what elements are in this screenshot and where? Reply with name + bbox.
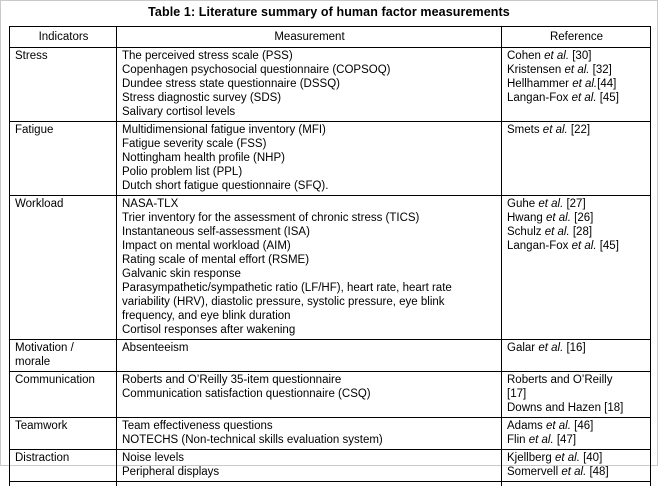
measurement-line: Impact on mental workload (AIM)	[122, 239, 497, 253]
reference-line	[507, 49, 646, 63]
reference-line	[507, 387, 646, 401]
reference-line	[507, 465, 646, 479]
reference-line	[507, 239, 646, 253]
reference-cell	[502, 340, 651, 372]
reference-author-text: Langan-Fox	[507, 92, 572, 104]
reference-etal-text: et al.	[572, 92, 597, 104]
reference-etal-text: et al.	[561, 466, 586, 478]
indicator-cell: Fatigue	[10, 122, 117, 196]
measurement-line: Instantaneous self-assessment (ISA)	[122, 225, 497, 239]
reference-author-text: Hellhammer	[507, 78, 572, 90]
reference-citation-number: [46]	[571, 420, 593, 432]
reference-author-text: Flin	[507, 434, 529, 446]
reference-etal-text: et al.	[572, 240, 597, 252]
reference-citation-number: [48]	[586, 466, 608, 478]
measurement-cell	[117, 122, 502, 196]
reference-etal-text: et al.	[529, 434, 554, 446]
measurement-line: Fatigue severity scale (FSS)	[122, 137, 497, 151]
reference-citation-number: [32]	[589, 64, 611, 76]
reference-citation-number: [30]	[569, 50, 591, 62]
measurement-line: Team effectiveness questions	[122, 419, 497, 433]
reference-cell	[502, 418, 651, 450]
reference-etal-text: et al.	[572, 78, 597, 90]
measurement-line: Noise levels	[122, 451, 497, 465]
indicator-cell: Teamwork	[10, 418, 117, 450]
measurement-line: Stress diagnostic survey (SDS)	[122, 91, 497, 105]
clipped-cell	[117, 482, 502, 486]
reference-cell	[502, 122, 651, 196]
reference-citation-number: [22]	[568, 124, 590, 136]
measurement-line: Galvanic skin response	[122, 267, 497, 281]
reference-line	[507, 63, 646, 77]
reference-citation-number: [40]	[580, 452, 602, 464]
reference-line	[507, 211, 646, 225]
header-reference: Reference	[502, 27, 651, 48]
table-title: Table 1: Literature summary of human factor measurements	[1, 1, 657, 19]
reference-line	[507, 77, 646, 91]
reference-etal-text: et al.	[565, 64, 590, 76]
reference-line	[507, 373, 646, 387]
indicator-cell: Stress	[10, 48, 117, 122]
measurement-cell	[117, 340, 502, 372]
reference-author-text: Galar	[507, 342, 538, 354]
header-measurement: Measurement	[117, 27, 502, 48]
measurement-line: Salivary cortisol levels	[122, 105, 497, 119]
reference-citation-number: [45]	[597, 92, 619, 104]
measurement-line: Rating scale of mental effort (RSME)	[122, 253, 497, 267]
reference-etal-text: et al.	[544, 50, 569, 62]
reference-citation-number: [27]	[563, 198, 585, 210]
reference-etal-text: et al.	[555, 452, 580, 464]
reference-line	[507, 419, 646, 433]
indicator-cell: Distraction	[10, 450, 117, 482]
reference-citation-number: [44]	[597, 78, 616, 90]
reference-citation-number: [45]	[597, 240, 619, 252]
measurement-line: Communication satisfaction questionnaire (CSQ)	[122, 387, 497, 401]
reference-citation-number: [26]	[571, 212, 593, 224]
reference-line	[507, 341, 646, 355]
reference-line	[507, 91, 646, 105]
reference-cell	[502, 372, 651, 418]
reference-line	[507, 197, 646, 211]
measurement-line: Trier inventory for the assessment of chronic stress (TICS)	[122, 211, 497, 225]
reference-line	[507, 433, 646, 447]
reference-author-text: Guhe	[507, 198, 538, 210]
measurement-line: NOTECHS (Non-technical skills evaluation system)	[122, 433, 497, 447]
reference-etal-text: et al.	[538, 342, 563, 354]
reference-citation-number: [47]	[554, 434, 576, 446]
table-row	[10, 450, 651, 482]
table-row	[10, 340, 651, 372]
reference-author-text: Hwang	[507, 212, 546, 224]
measurement-line: Absenteeism	[122, 341, 497, 355]
measurement-line: Dutch short fatigue questionnaire (SFQ).	[122, 179, 497, 193]
reference-author-text: Roberts and O’Reilly	[507, 374, 612, 386]
table-row	[10, 196, 651, 340]
indicator-cell: Motivation / morale	[10, 340, 117, 372]
measurement-cell	[117, 450, 502, 482]
table-row	[10, 372, 651, 418]
reference-author-text: [17]	[507, 388, 526, 400]
reference-etal-text: et al.	[543, 124, 568, 136]
reference-author-text: Cohen	[507, 50, 544, 62]
table-row	[10, 48, 651, 122]
measurement-cell	[117, 48, 502, 122]
measurement-line: NASA-TLX	[122, 197, 497, 211]
reference-author-text: Somervell	[507, 466, 561, 478]
measurement-line: Nottingham health profile (NHP)	[122, 151, 497, 165]
measurement-line: Copenhagen psychosocial questionnaire (COPSOQ)	[122, 63, 497, 77]
clipped-next-row	[10, 482, 651, 486]
reference-author-text: Smets	[507, 124, 543, 136]
measurement-line: Cortisol responses after wakening	[122, 323, 497, 337]
measurement-line: Polio problem list (PPL)	[122, 165, 497, 179]
indicator-cell: Communication	[10, 372, 117, 418]
measurement-cell	[117, 418, 502, 450]
literature-summary-table	[9, 26, 651, 486]
reference-cell	[502, 450, 651, 482]
clipped-cell	[10, 482, 117, 486]
reference-line	[507, 225, 646, 239]
reference-author-text: Kristensen	[507, 64, 565, 76]
reference-citation-number: [16]	[563, 342, 585, 354]
reference-cell	[502, 196, 651, 340]
reference-author-text: Downs and Hazen [18]	[507, 402, 623, 414]
table-body	[10, 48, 651, 486]
measurement-cell	[117, 372, 502, 418]
header-indicators: Indicators	[10, 27, 117, 48]
reference-author-text: Adams	[507, 420, 546, 432]
measurement-line: Dundee stress state questionnaire (DSSQ)	[122, 77, 497, 91]
reference-cell	[502, 48, 651, 122]
measurement-line: Multidimensional fatigue inventory (MFI)	[122, 123, 497, 137]
reference-author-text: Langan-Fox	[507, 240, 572, 252]
indicator-cell: Workload	[10, 196, 117, 340]
measurement-line: The perceived stress scale (PSS)	[122, 49, 497, 63]
table-header-row	[10, 27, 651, 48]
reference-etal-text: et al.	[545, 226, 570, 238]
reference-citation-number: [28]	[570, 226, 592, 238]
measurement-line: Parasympathetic/sympathetic ratio (LF/HF), heart rate, heart rate variability (HRV), diastolic pressure, systolic pressure, eye blink frequency, and eye blink duration	[122, 281, 497, 323]
measurement-line: Roberts and O’Reilly 35-item questionnaire	[122, 373, 497, 387]
reference-line	[507, 451, 646, 465]
measurement-line: Peripheral displays	[122, 465, 497, 479]
reference-author-text: Schulz	[507, 226, 545, 238]
reference-line	[507, 401, 646, 415]
clipped-cell	[502, 482, 651, 486]
measurement-cell	[117, 196, 502, 340]
table-row	[10, 122, 651, 196]
reference-etal-text: et al.	[546, 212, 571, 224]
reference-author-text: Kjellberg	[507, 452, 555, 464]
reference-line	[507, 123, 646, 137]
reference-etal-text: et al.	[546, 420, 571, 432]
reference-etal-text: et al.	[538, 198, 563, 210]
table-row	[10, 418, 651, 450]
